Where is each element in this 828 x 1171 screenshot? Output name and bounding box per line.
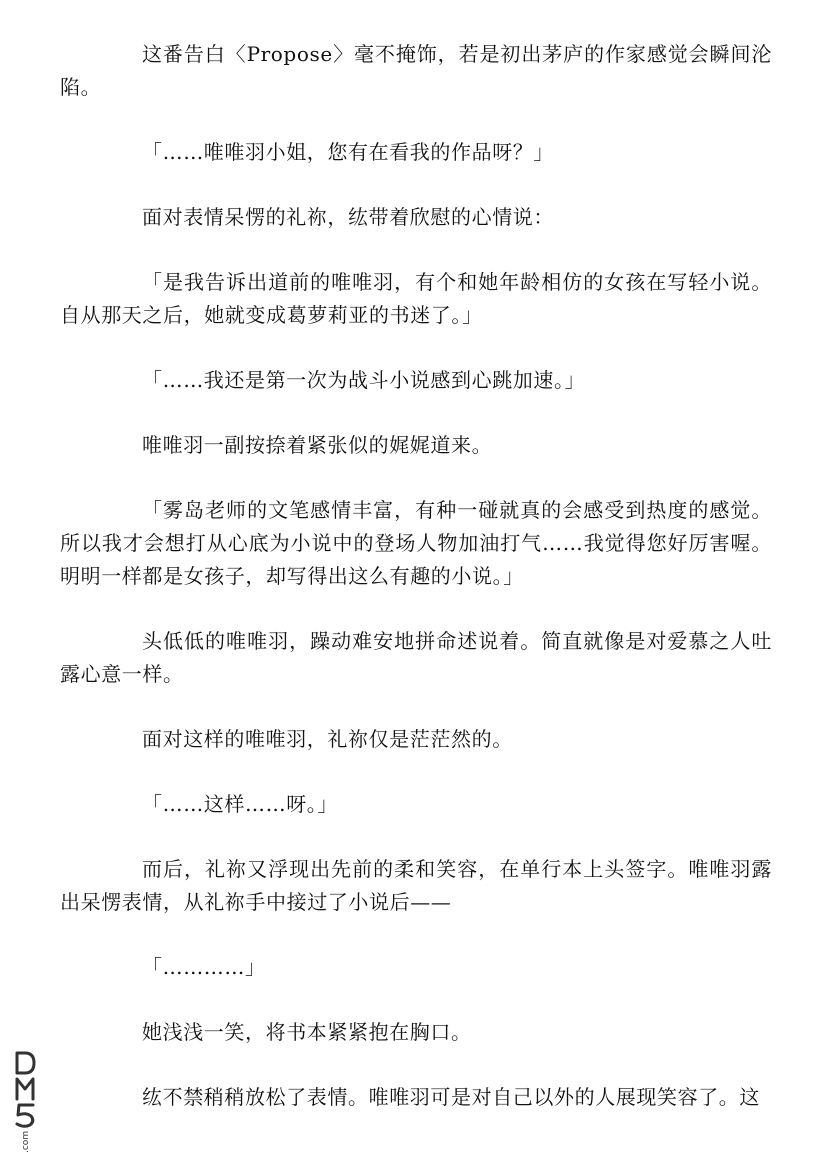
dm5-logo-icon xyxy=(12,1047,42,1157)
svg-text:.com: .com xyxy=(21,1130,31,1153)
paragraph: 「…………」 xyxy=(142,955,266,979)
paragraph: 「是我告诉出道前的唯唯羽，有个和她年龄相仿的女孩在写轻小说。自从那天之后，她就变成葛萝莉亚的书迷了。」 xyxy=(60,270,772,327)
paragraph: 她浅浅一笑，将书本紧紧抱在胸口。 xyxy=(142,1020,472,1044)
dm5-watermark-logo xyxy=(12,1047,42,1157)
paragraph: 「雾岛老师的文笔感情丰富，有种一碰就真的会感受到热度的感觉。所以我才会想打从心底为小说中的登场人物加油打气……我觉得您好厉害喔。明明一样都是女孩子，却写得出这么有趣的小说。」 xyxy=(60,498,772,588)
paragraph: 头低低的唯唯羽，躁动难安地拼命述说着。简直就像是对爱慕之人吐露心意一样。 xyxy=(60,629,772,686)
document-page xyxy=(60,38,772,1146)
paragraph: 「……我还是第一次为战斗小说感到心跳加速。」 xyxy=(142,368,586,392)
paragraph: 面对这样的唯唯羽，礼祢仅是茫茫然的。 xyxy=(142,727,513,751)
paragraph: 「……唯唯羽小姐，您有在看我的作品呀？」 xyxy=(142,140,554,164)
paragraph: 唯唯羽一副按捺着紧张似的娓娓道来。 xyxy=(142,433,493,457)
paragraph: 面对表情呆愣的礼祢，纮带着欣慰的心情说： xyxy=(142,205,554,229)
paragraph: 这番告白〈Propose〉毫不掩饰，若是初出茅庐的作家感觉会瞬间沦陷。 xyxy=(60,42,772,99)
paragraph: 而后，礼祢又浮现出先前的柔和笑容，在单行本上头签字。唯唯羽露出呆愣表情，从礼祢手中接过了小说后—— xyxy=(60,857,772,914)
paragraph: 「……这样……呀。」 xyxy=(142,792,338,816)
paragraph: 纮不禁稍稍放松了表情。唯唯羽可是对自己以外的人展现笑容了。这 xyxy=(142,1085,760,1109)
